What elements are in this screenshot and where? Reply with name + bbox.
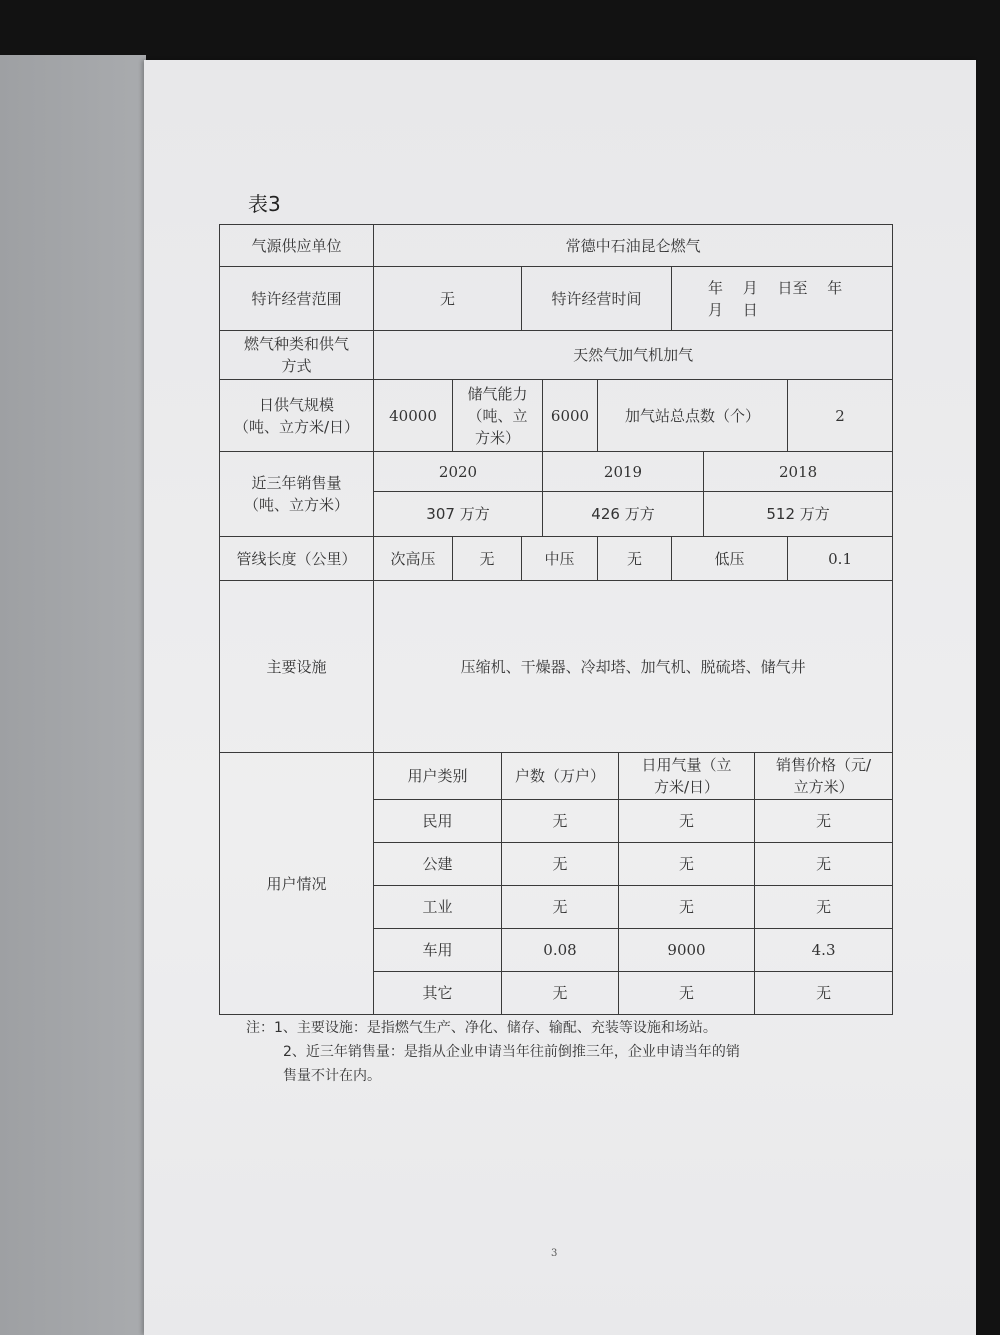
facilities-label: 主要设施: [220, 581, 374, 753]
user-daily: 无: [619, 886, 755, 929]
pipeline-low-label: 低压: [672, 537, 788, 581]
user-daily: 无: [619, 843, 755, 886]
gas-type-value: 天然气加气机加气: [374, 331, 893, 380]
pipeline-subhigh-label: 次高压: [374, 537, 453, 581]
gas-type-label-line1: 燃气种类和供气: [243, 335, 349, 353]
table-title: 表3: [248, 192, 281, 216]
user-daily: 无: [619, 800, 755, 843]
pipeline-medium-value: 无: [598, 537, 672, 581]
user-category: 公建: [374, 843, 502, 886]
note-line-1: 注：1、主要设施：是指燃气生产、净化、储存、输配、充装等设施和场站。: [246, 1020, 717, 1036]
sales-value-2019: 426 万方: [543, 492, 704, 537]
sales-year-2019: 2019: [543, 452, 704, 492]
user-households: 无: [502, 800, 619, 843]
user-price: 无: [755, 843, 893, 886]
supplier-row: [220, 225, 893, 267]
stations-label: 加气站总点数（个）: [598, 380, 788, 452]
daily-supply-label: [220, 380, 374, 452]
franchise-row: [220, 267, 893, 331]
sales-year-2020: 2020: [374, 452, 543, 492]
user-households: 无: [502, 886, 619, 929]
users-header-households: 户数（万户）: [502, 753, 619, 800]
user-households: 无: [502, 843, 619, 886]
user-category: 工业: [374, 886, 502, 929]
pipeline-label: 管线长度（公里）: [220, 537, 374, 581]
user-price: 无: [755, 886, 893, 929]
users-header-daily-line2: 方米/日）: [653, 778, 720, 796]
capacity-row: [220, 380, 893, 452]
note-line-3: 售量不计在内。: [283, 1068, 381, 1084]
gas-type-row: [220, 331, 893, 380]
users-header-price-line2: 立方米）: [793, 778, 854, 796]
user-price: 4.3: [755, 929, 893, 972]
franchise-scope-label: 特许经营范围: [220, 267, 374, 331]
gas-type-label: [220, 331, 374, 380]
pipeline-subhigh-value: 无: [453, 537, 522, 581]
franchise-time-line2: 月 日: [708, 300, 758, 319]
user-category: 民用: [374, 800, 502, 843]
franchise-time-value: [672, 267, 893, 331]
sales-value-2020: 307 万方: [374, 492, 543, 537]
sales-label-line2: （吨、立方米）: [243, 496, 349, 514]
user-category: 车用: [374, 929, 502, 972]
sales-label-line1: 近三年销售量: [251, 474, 342, 492]
gas-type-label-line2: 方式: [281, 357, 312, 375]
adjacent-page: [0, 55, 146, 1335]
note-line-2: 2、近三年销售量：是指从企业申请当年往前倒推三年，企业申请当年的销: [283, 1044, 740, 1060]
user-households: 0.08: [502, 929, 619, 972]
pipeline-medium-label: 中压: [522, 537, 598, 581]
sales-years-row: [220, 452, 893, 492]
sales-year-2018: 2018: [704, 452, 893, 492]
user-category: 其它: [374, 972, 502, 1015]
storage-label-line1: 储气能力: [467, 384, 528, 403]
franchise-time-line1: 年 月 日至 年: [708, 278, 843, 297]
storage-label: [453, 380, 543, 452]
user-price: 无: [755, 800, 893, 843]
users-header-daily: [619, 753, 755, 800]
daily-supply-value: 40000: [374, 380, 453, 452]
users-header-price-line1: 销售价格（元/: [776, 756, 872, 774]
gas-info-table: [219, 224, 893, 1015]
user-price: 无: [755, 972, 893, 1015]
sales-value-2018: 512 万方: [704, 492, 893, 537]
storage-label-line3: 方米）: [474, 428, 520, 447]
users-header-category: 用户类别: [374, 753, 502, 800]
daily-supply-label-line2: （吨、立方米/日）: [233, 417, 360, 436]
user-daily: 9000: [619, 929, 755, 972]
users-header-row: [220, 753, 893, 800]
supplier-value: 常德中石油昆仑燃气: [374, 225, 893, 267]
sales-label: [220, 452, 374, 537]
pipeline-row: [220, 537, 893, 581]
pipeline-low-value: 0.1: [788, 537, 893, 581]
franchise-time-label: 特许经营时间: [522, 267, 672, 331]
supplier-label: 气源供应单位: [220, 225, 374, 267]
user-households: 无: [502, 972, 619, 1015]
storage-label-line2: （吨、立: [467, 406, 528, 425]
franchise-scope-value: 无: [374, 267, 522, 331]
user-daily: 无: [619, 972, 755, 1015]
daily-supply-label-line1: 日供气规模: [258, 395, 334, 414]
storage-value: 6000: [543, 380, 598, 452]
page-number: 3: [551, 1248, 558, 1259]
stations-value: 2: [788, 380, 893, 452]
users-header-price: [755, 753, 893, 800]
users-header-daily-line1: 日用气量（立: [641, 756, 732, 774]
facilities-row: [220, 581, 893, 753]
users-label: 用户情况: [220, 753, 374, 1015]
facilities-value: 压缩机、干燥器、冷却塔、加气机、脱硫塔、储气井: [374, 581, 893, 753]
